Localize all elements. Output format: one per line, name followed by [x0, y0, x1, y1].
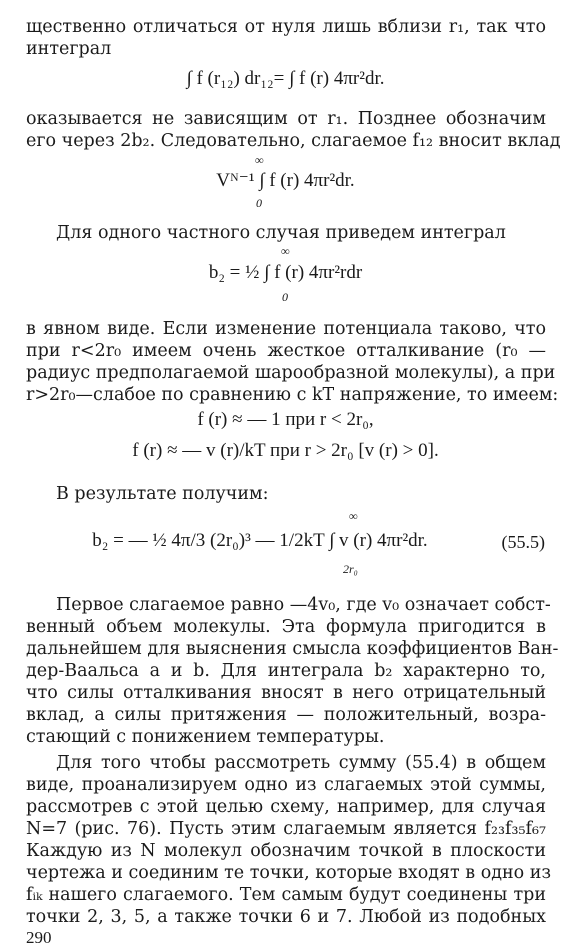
- integral-lower-limit: 0: [282, 290, 288, 304]
- text-line: при r<2r₀ имеем очень жесткое отталкивание (r₀ —: [26, 341, 546, 361]
- text-line: вклад, а силы притяжения — положительный, возра-: [26, 705, 546, 725]
- text-line: рассмотрев с этой целью схему, например, для случая: [26, 797, 546, 817]
- page-number: 290: [26, 928, 52, 947]
- text-line: чертежа и соединим те точки, которые входят в одно из: [26, 863, 551, 883]
- equation: b₂ = — ½ 4π/3 (2r₀)³ — 1/2kT ∫ v (r) 4πr²dr.: [92, 530, 428, 551]
- text-line: r>2r₀—слабое по сравнению с kT напряжение, то имеем:: [26, 385, 559, 405]
- text-line: что силы отталкивания вносят в него отрицательный: [26, 683, 546, 703]
- text-line: N=7 (рис. 76). Пусть этим слагаемым является f₂₃f₃₅f₆₇: [26, 819, 546, 839]
- integral-lower-limit: 2r₀: [343, 562, 358, 576]
- integral-upper-limit: ∞: [281, 244, 290, 258]
- text-line: его через 2b₂. Следовательно, слагаемое f₁₂ вносит вклад: [26, 131, 561, 151]
- equation: Vᴺ⁻¹ ∫ f (r) 4πr²dr.: [216, 170, 355, 191]
- text-line: точки 2, 3, 5, а также точки 6 и 7. Любой из подобных: [26, 907, 546, 927]
- integral-lower-limit: 0: [256, 196, 262, 210]
- equation: b₂ = ½ ∫ f (r) 4πr²rdr: [208, 262, 363, 283]
- equation: f (r) ≈ — v (r)/kT при r > 2r₀ [v (r) > 0].: [132, 440, 439, 461]
- text-line: Для одного частного случая приведем интеграл: [56, 223, 506, 243]
- equation: f (r) ≈ — 1 при r < 2r₀,: [197, 409, 374, 430]
- text-line: в явном виде. Если изменение потенциала таково, что: [26, 319, 546, 339]
- equation: ∫ f (r₁₂) dr₁₂= ∫ f (r) 4πr²dr.: [186, 68, 385, 89]
- text-line: Первое слагаемое равно —4v₀, где v₀ означает собст-: [56, 595, 551, 615]
- text-line: венный объем молекулы. Эта формула пригодится в: [26, 617, 546, 637]
- text-line: стающий с понижением температуры.: [26, 727, 385, 747]
- integral-upper-limit: ∞: [349, 509, 358, 523]
- text-line: щественно отличаться от нуля лишь вблизи r₁, так что: [26, 17, 546, 37]
- text-line: Каждую из N молекул обозначим точкой в плоскости: [26, 841, 546, 861]
- text-line: виде, проанализируем одно из слагаемых этой суммы,: [26, 775, 546, 795]
- text-line: Для того чтобы рассмотреть сумму (55.4) в общем: [56, 753, 546, 773]
- text-line: fᵢₖ нашего слагаемого. Тем самым будут соединены три: [26, 885, 546, 905]
- text-line: интеграл: [26, 39, 112, 59]
- text-line: В результате получим:: [56, 484, 269, 504]
- equation-number: (55.5): [501, 532, 545, 552]
- integral-upper-limit: ∞: [255, 153, 264, 167]
- text-line: радиус предполагаемой шарообразной молекулы), а при: [26, 363, 556, 383]
- text-line: оказывается не зависящим от r₁. Позднее обозначим: [26, 109, 546, 129]
- text-line: дальнейшем для выяснения смысла коэффициентов Ван-: [26, 639, 559, 659]
- text-line: дер-Ваальса a и b. Для интеграла b₂ характерно то,: [26, 661, 546, 681]
